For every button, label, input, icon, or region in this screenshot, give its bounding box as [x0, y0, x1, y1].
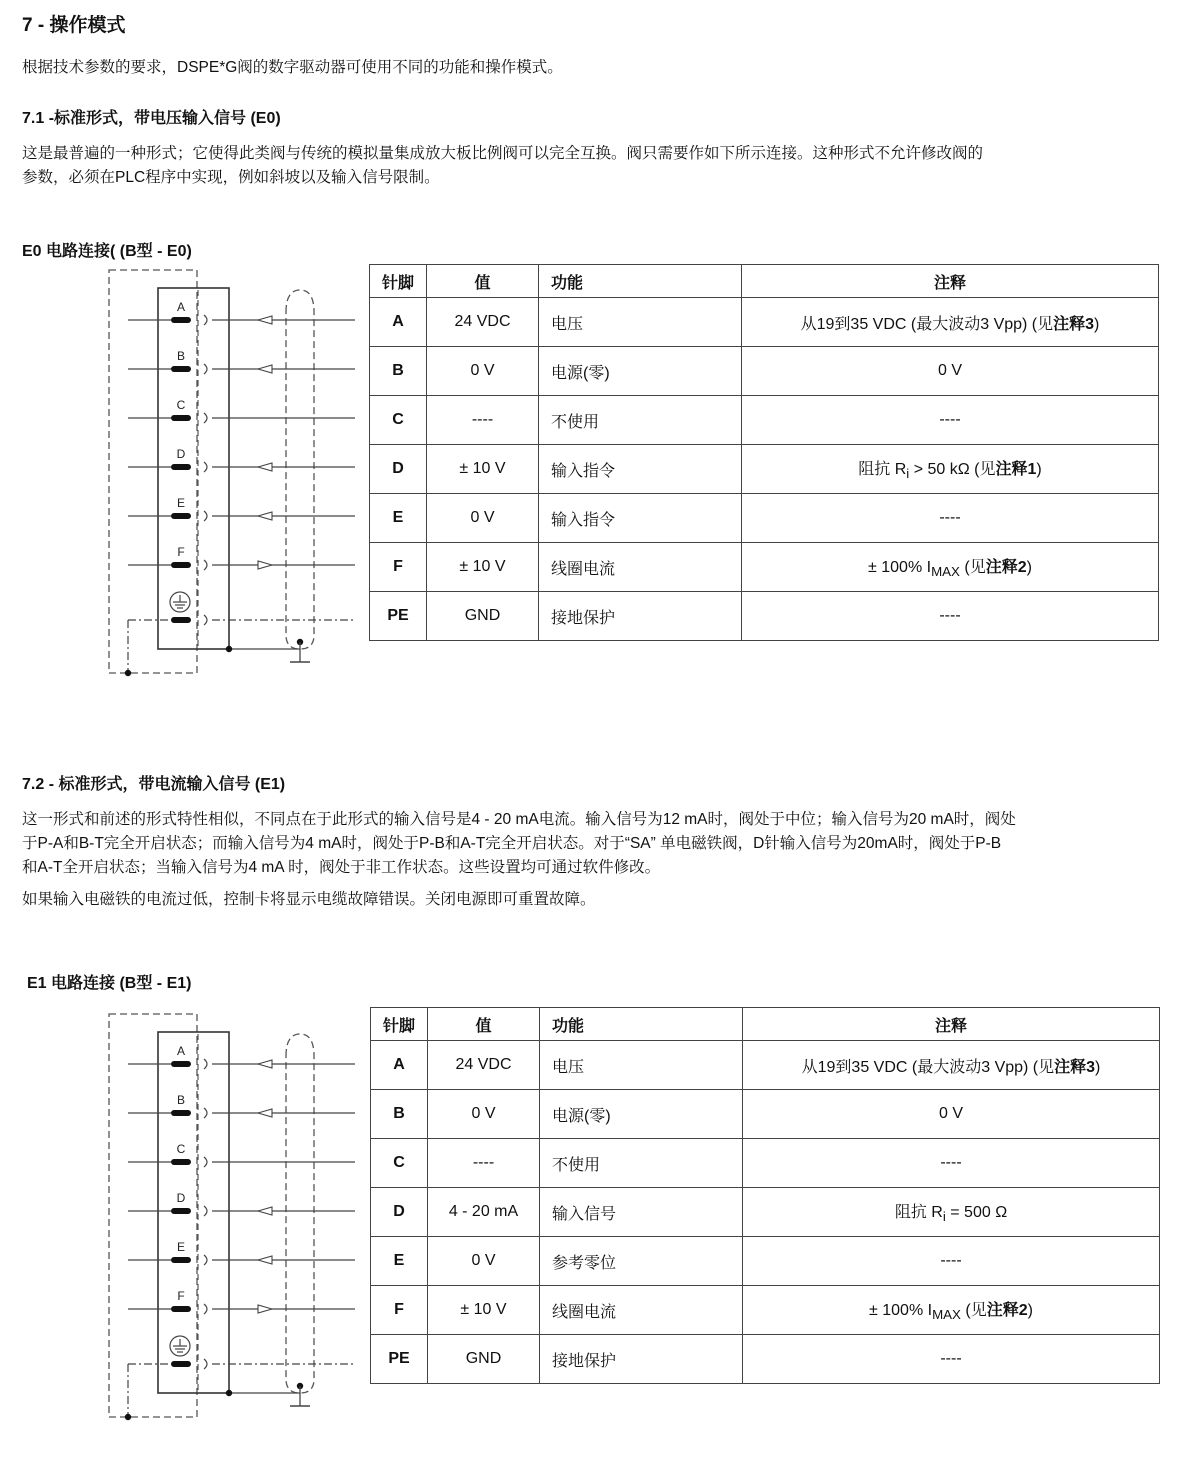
pin-cell: PE — [371, 1335, 428, 1384]
note-text: ± 100% I — [868, 559, 932, 577]
e1-paragraph-2: 如果输入电磁铁的电流过低，控制卡将显示电缆故障错误。关闭电源即可重置故障。 — [22, 891, 596, 908]
socket-icon — [204, 1059, 207, 1069]
header-pin: 针脚 — [370, 265, 427, 298]
table-row-pe — [371, 1335, 1160, 1384]
value-cell: GND — [428, 1335, 540, 1384]
value-cell: 0 V — [428, 1090, 540, 1139]
cable-shield — [286, 1034, 314, 1393]
socket-icon — [204, 462, 207, 472]
socket-icon — [204, 1108, 207, 1118]
pin-b — [128, 349, 355, 374]
pin-cell: F — [370, 543, 427, 592]
junction-dot — [125, 1414, 131, 1420]
pin-cell: C — [371, 1139, 428, 1188]
value-cell: 0 V — [428, 1237, 540, 1286]
ground-icon — [170, 592, 190, 612]
connector-housing — [109, 270, 197, 673]
pin-f — [128, 1289, 355, 1314]
function-cell: 参考零位 — [540, 1237, 743, 1286]
pin-f — [128, 545, 355, 570]
table-row-a — [370, 298, 1159, 347]
note-cell — [742, 347, 1159, 396]
table-header-row — [371, 1008, 1160, 1041]
connector-block — [158, 1032, 229, 1393]
e0-paragraph-line1: 这是最普遍的一种形式；它使得此类阀与传统的模拟量集成放大板比例阀可以完全互换。阀只需要作如下所示连接。这种形式不允许修改阀的 — [22, 145, 984, 162]
note-text-end: ) — [1094, 315, 1100, 333]
note-cell — [742, 592, 1159, 641]
note-cell — [743, 1139, 1160, 1188]
pin-cell: A — [371, 1041, 428, 1090]
table-row-c — [371, 1139, 1160, 1188]
header-note: 注释 — [743, 1008, 1160, 1041]
arrow-out-icon — [258, 561, 272, 569]
table-row-f — [371, 1286, 1160, 1335]
note-text: ---- — [939, 411, 961, 428]
note-text: ---- — [939, 607, 961, 624]
pin-e — [128, 1240, 355, 1265]
section-title: 7 - 操作模式 — [22, 15, 126, 36]
pin-d — [128, 447, 355, 472]
pin-contact — [171, 415, 191, 421]
note-subscript: MAX — [932, 1307, 961, 1323]
function-cell: 输入指令 — [539, 494, 742, 543]
note-text: ± 100% I — [869, 1302, 933, 1320]
pin-contact — [171, 1257, 191, 1263]
pin-contact — [171, 317, 191, 323]
note-reference: 注释2 — [986, 1302, 1028, 1320]
table-row-b — [370, 347, 1159, 396]
pin-label: C — [176, 398, 186, 412]
socket-icon — [204, 1359, 207, 1369]
socket-icon — [204, 1304, 207, 1314]
note-text: ---- — [939, 509, 961, 526]
socket-icon — [204, 1206, 207, 1216]
pin-label: D — [176, 447, 186, 461]
e1-paragraph-line2: 于P-A和B-T完全开启状态；而输入信号为4 mA时，阀处于P-B和A-T完全开启状态。对于“SA” 单电磁铁阀，D针输入信号为20mA时，阀处于P-B — [22, 835, 1002, 852]
pin-contact — [171, 464, 191, 470]
table-row-f — [370, 543, 1159, 592]
e1-paragraph-line1: 这一形式和前述的形式特性相似，不同点在于此形式的输入信号是4 - 20 mA电流。输入信号为12 mA时，阀处于中位；输入信号为20 mA时，阀处 — [22, 811, 1016, 828]
pin-contact — [171, 1361, 191, 1367]
function-cell: 线圈电流 — [540, 1286, 743, 1335]
pin-contact — [171, 1208, 191, 1214]
pin-cell: C — [370, 396, 427, 445]
pin-contact — [171, 562, 191, 568]
value-cell: ---- — [428, 1139, 540, 1188]
note-cell — [743, 1237, 1160, 1286]
note-cell — [743, 1335, 1160, 1384]
pin-b — [128, 1093, 355, 1118]
pin-label: A — [176, 300, 186, 314]
socket-icon — [204, 1255, 207, 1265]
pin-cell: B — [371, 1090, 428, 1139]
note-text: ---- — [940, 1154, 962, 1171]
pin-c — [128, 1142, 355, 1167]
note-cell — [742, 494, 1159, 543]
note-text: ---- — [940, 1350, 962, 1367]
pin-cell: E — [370, 494, 427, 543]
note-text: 阻抗 R — [858, 461, 907, 479]
pin-cell: B — [370, 347, 427, 396]
note-cell — [743, 1188, 1160, 1237]
note-text: 从19到35 VDC (最大波动3 Vpp) (见 — [801, 1058, 1055, 1076]
pin-label: E — [176, 496, 186, 510]
pin-label: D — [176, 1191, 186, 1205]
note-text-end: ) — [1036, 461, 1042, 479]
socket-icon — [204, 560, 207, 570]
table-row-c — [370, 396, 1159, 445]
arrow-in-icon — [258, 1060, 272, 1068]
header-note: 注释 — [742, 265, 1159, 298]
pin-contact — [171, 1110, 191, 1116]
value-cell: 24 VDC — [428, 1041, 540, 1090]
value-cell: 0 V — [427, 494, 539, 543]
function-cell: 接地保护 — [540, 1335, 743, 1384]
pin-a — [128, 300, 355, 325]
pin-contact — [171, 1159, 191, 1165]
note-cell — [743, 1090, 1160, 1139]
value-cell: ---- — [427, 396, 539, 445]
note-text: 0 V — [938, 1105, 963, 1122]
arrow-out-icon — [258, 1305, 272, 1313]
connector-housing — [109, 1014, 197, 1417]
pin-contact — [171, 366, 191, 372]
ground-icon — [170, 1336, 190, 1356]
cable-shield — [286, 290, 314, 649]
table-header-row — [370, 265, 1159, 298]
value-cell: ± 10 V — [427, 445, 539, 494]
note-subscript: i — [906, 466, 910, 482]
e0-pin-table — [369, 264, 1159, 641]
socket-icon — [204, 615, 207, 625]
function-cell: 输入信号 — [540, 1188, 743, 1237]
note-text-end: ) — [1095, 1058, 1101, 1076]
pin-cell: D — [371, 1188, 428, 1237]
note-cell — [743, 1286, 1160, 1335]
arrow-in-icon — [258, 316, 272, 324]
function-cell: 电压 — [540, 1041, 743, 1090]
header-value: 值 — [427, 265, 539, 298]
value-cell: GND — [427, 592, 539, 641]
pin-pe — [125, 615, 355, 676]
junction-dot — [226, 1390, 232, 1396]
note-cell — [742, 396, 1159, 445]
header-function: 功能 — [539, 265, 742, 298]
table-row-b — [371, 1090, 1160, 1139]
e0-caption: E0 电路连接( (B型 - E0) — [22, 243, 192, 260]
pin-pe — [125, 1359, 355, 1420]
socket-icon — [204, 1157, 207, 1167]
pin-contact — [171, 617, 191, 623]
e0-paragraph-line2: 参数，必须在PLC程序中实现，例如斜坡以及输入信号限制。 — [22, 169, 440, 186]
socket-icon — [204, 511, 207, 521]
connector-block — [158, 288, 229, 649]
value-cell: ± 10 V — [427, 543, 539, 592]
value-cell: 0 V — [427, 347, 539, 396]
table-row-d — [371, 1188, 1160, 1237]
socket-icon — [204, 315, 207, 325]
pin-label: B — [176, 1093, 186, 1107]
note-text-end: ) — [1026, 559, 1032, 577]
function-cell: 电源(零) — [540, 1090, 743, 1139]
e1-heading: 7.2 - 标准形式，带电流输入信号 (E1) — [22, 776, 286, 793]
pin-cell: F — [371, 1286, 428, 1335]
e0-wiring-diagram — [100, 260, 365, 685]
note-reference: 注释1 — [995, 461, 1037, 479]
note-text-mid: (见 — [959, 559, 986, 577]
e1-wiring-diagram — [100, 1004, 365, 1429]
note-subscript: MAX — [931, 564, 960, 580]
pin-label: A — [176, 1044, 186, 1058]
pin-a — [128, 1044, 355, 1069]
table-row-a — [371, 1041, 1160, 1090]
note-text: 从19到35 VDC (最大波动3 Vpp) (见 — [800, 315, 1054, 333]
arrow-in-icon — [258, 463, 272, 471]
note-cell — [742, 445, 1159, 494]
junction-dot — [125, 670, 131, 676]
pin-label: F — [177, 545, 185, 559]
pin-e — [128, 496, 355, 521]
pin-cell: A — [370, 298, 427, 347]
pin-cell: PE — [370, 592, 427, 641]
table-row-e — [371, 1237, 1160, 1286]
pin-c — [128, 398, 355, 423]
pin-d — [128, 1191, 355, 1216]
function-cell: 接地保护 — [539, 592, 742, 641]
note-subscript: i — [942, 1209, 946, 1225]
pin-contact — [171, 1306, 191, 1312]
table-row-e — [370, 494, 1159, 543]
note-text: 阻抗 R — [894, 1204, 943, 1222]
note-cell — [742, 298, 1159, 347]
arrow-in-icon — [258, 1256, 272, 1264]
note-text-mid: > 50 kΩ (见 — [909, 461, 996, 479]
note-reference: 注释3 — [1053, 315, 1095, 333]
function-cell: 输入指令 — [539, 445, 742, 494]
e1-pin-table — [370, 1007, 1160, 1384]
header-value: 值 — [428, 1008, 540, 1041]
e1-caption: E1 电路连接 (B型 - E1) — [27, 975, 192, 992]
socket-icon — [204, 413, 207, 423]
note-text-mid: (见 — [960, 1302, 987, 1320]
note-reference: 注释3 — [1054, 1058, 1096, 1076]
function-cell: 线圈电流 — [539, 543, 742, 592]
value-cell: 4 - 20 mA — [428, 1188, 540, 1237]
table-row-pe — [370, 592, 1159, 641]
arrow-in-icon — [258, 1109, 272, 1117]
section-intro: 根据技术参数的要求，DSPE*G阀的数字驱动器可使用不同的功能和操作模式。 — [22, 59, 563, 76]
junction-dot — [226, 646, 232, 652]
function-cell: 不使用 — [540, 1139, 743, 1188]
note-text: 0 V — [937, 362, 962, 379]
pin-contact — [171, 1061, 191, 1067]
function-cell: 电压 — [539, 298, 742, 347]
header-function: 功能 — [540, 1008, 743, 1041]
pin-label: F — [177, 1289, 185, 1303]
note-cell — [743, 1041, 1160, 1090]
pin-label: C — [176, 1142, 186, 1156]
pin-cell: E — [371, 1237, 428, 1286]
function-cell: 电源(零) — [539, 347, 742, 396]
note-text-end: ) — [1027, 1302, 1033, 1320]
function-cell: 不使用 — [539, 396, 742, 445]
note-text-mid: = 500 Ω — [945, 1204, 1008, 1222]
pin-cell: D — [370, 445, 427, 494]
pin-label: B — [176, 349, 186, 363]
e1-paragraph-line3: 和A-T全开启状态；当输入信号为4 mA 时，阀处于非工作状态。这些设置均可通过软件修改。 — [22, 859, 661, 876]
pin-label: E — [176, 1240, 186, 1254]
note-reference: 注释2 — [985, 559, 1027, 577]
arrow-in-icon — [258, 1207, 272, 1215]
arrow-in-icon — [258, 512, 272, 520]
header-pin: 针脚 — [371, 1008, 428, 1041]
table-row-d — [370, 445, 1159, 494]
socket-icon — [204, 364, 207, 374]
note-text: ---- — [940, 1252, 962, 1269]
note-cell — [742, 543, 1159, 592]
value-cell: ± 10 V — [428, 1286, 540, 1335]
arrow-in-icon — [258, 365, 272, 373]
value-cell: 24 VDC — [427, 298, 539, 347]
e0-heading: 7.1 -标准形式，带电压输入信号 (E0) — [22, 110, 281, 127]
pin-contact — [171, 513, 191, 519]
